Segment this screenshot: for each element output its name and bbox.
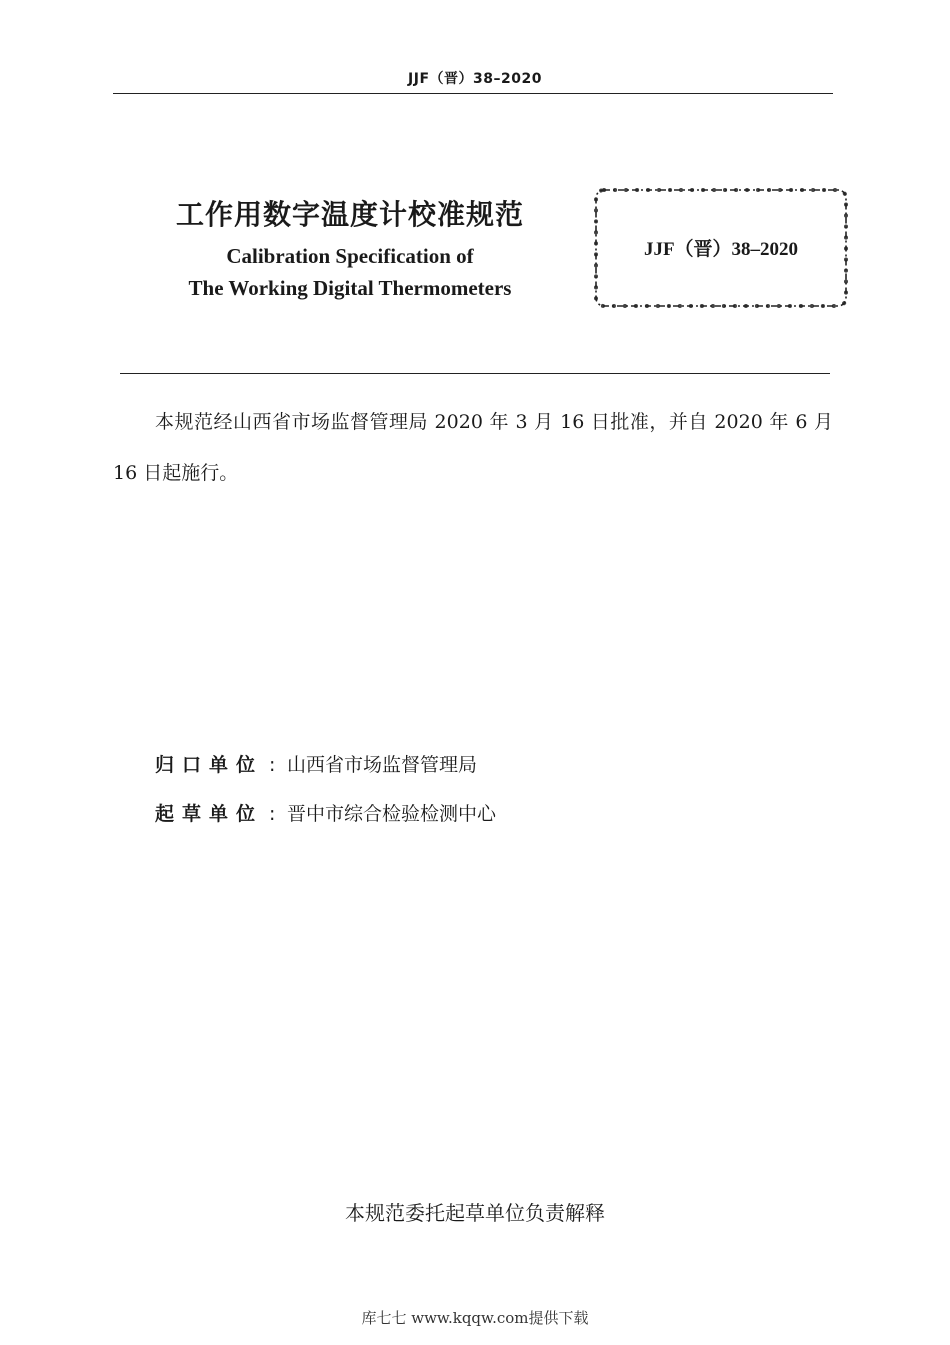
drafting-unit-value: 晋中市综合检验检测中心 — [287, 803, 497, 825]
drafting-unit-label: 起草单位 — [155, 803, 264, 825]
drafting-unit-colon: : — [269, 803, 276, 825]
specification-code-box — [592, 186, 850, 310]
title-divider-rule — [120, 373, 830, 374]
header-rule — [113, 93, 833, 94]
responsible-unit-value: 山西省市场监督管理局 — [287, 754, 478, 776]
title-chinese: 工作用数字温度计校准规范 — [175, 198, 524, 231]
responsible-unit-colon: : — [269, 754, 276, 776]
approval-paragraph: 本规范经山西省市场监督管理局 2020 年 3 月 16 日批准，并自 2020 年 6 月 16 日起施行。 — [113, 411, 833, 484]
specification-code: JJF（晋）38–2020 — [643, 239, 799, 260]
title-english-line-2: The Working Digital Thermometers — [188, 276, 512, 300]
drafting-unit-row — [155, 799, 755, 826]
running-header-code: JJF（晋）38–2020 — [408, 71, 542, 87]
interpretation-note: 本规范委托起草单位负责解释 — [345, 1201, 605, 1225]
title-english-line-1: Calibration Specification of — [226, 244, 474, 268]
download-watermark: 库七七 www.kqqw.com提供下载 — [361, 1309, 589, 1327]
responsible-unit-row — [155, 750, 755, 777]
responsible-unit-label: 归口单位 — [155, 754, 264, 776]
